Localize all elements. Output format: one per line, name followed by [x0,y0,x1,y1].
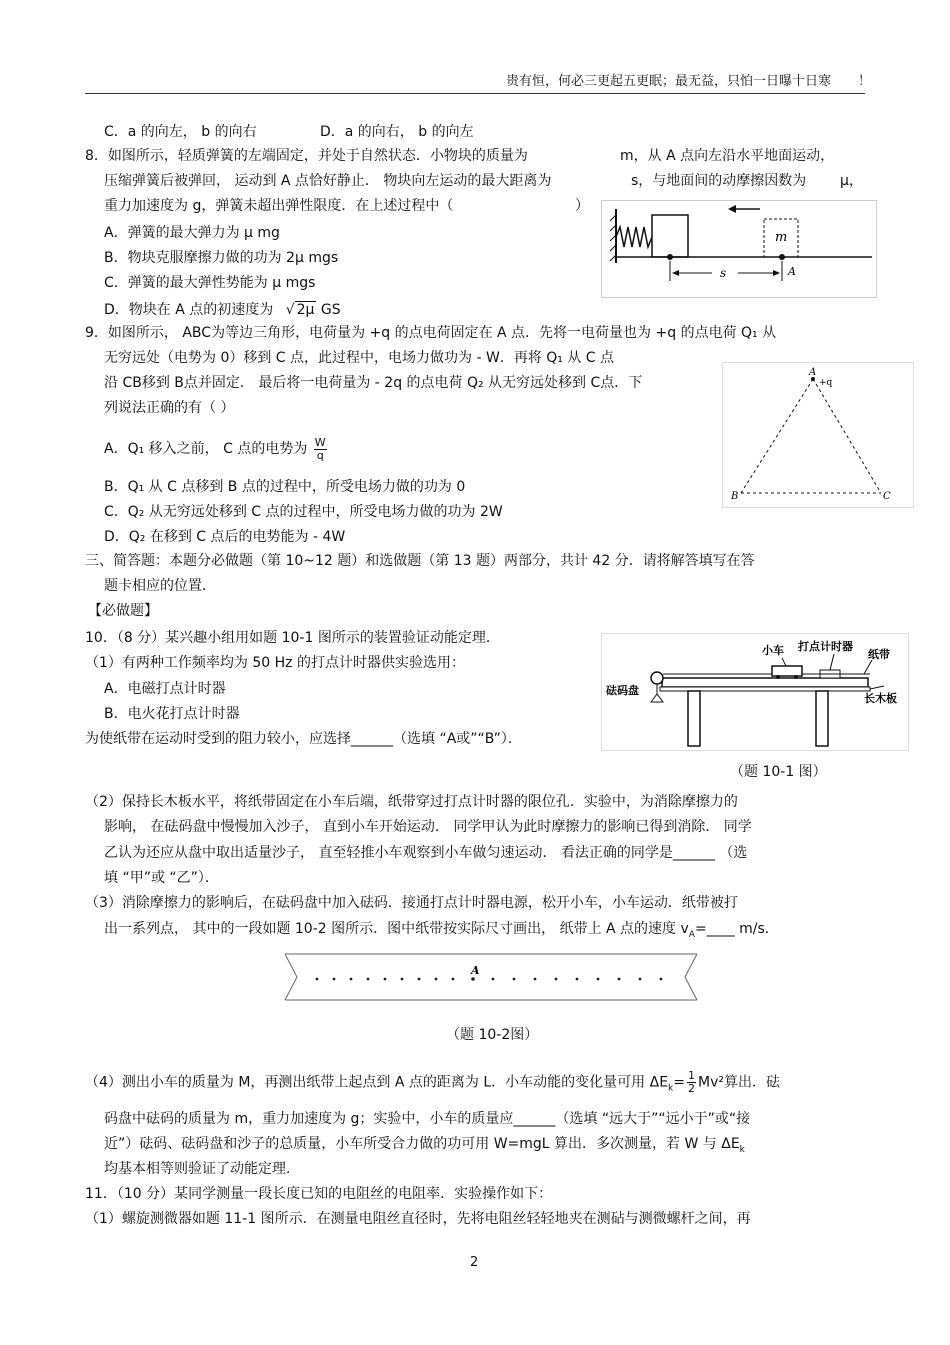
q10-option-a: A．电磁打点计时器 [104,681,226,697]
fig8-point-a-label: A [788,265,796,278]
fig9-triangle [723,363,913,507]
q8-option-a: A．弹簧的最大弹力为 μ mg [104,225,280,241]
q9-option-b: B．Q₁ 从 C 点移到 B 点的过程中，所受电场力做的功为 0 [104,479,466,495]
q8-stem-1b: m，从 A 点向左沿水平地面运动， [620,148,835,164]
q10-part2-2: 影响， 在砝码盘中慢慢加入沙子， 直到小车开始运动． 同学甲认为此时摩擦力的影响已得到消除． 同学 [104,819,752,835]
q8-option-d-end: GS [320,302,341,318]
fig10-1-board-label: 长木板 [864,692,897,705]
q10-part4-2: 码盘中砝码的质量为 m，重力加速度为 g；实验中，小车的质量应______（选填 “远大于”“远小于”或“接 [104,1111,751,1127]
fig8-diagram [602,201,876,297]
fig8-distance-label: s [720,266,727,280]
fig10-1-timer-label: 打点计时器 [798,640,853,653]
fig10-2-tape-diagram [283,946,699,1008]
q7-option-d: D．a 的向右， b 的向左 [320,124,474,140]
fig10-2-a-label: A [471,964,480,977]
page-number: 2 [470,1255,479,1270]
q9-fraction-num: W [314,435,326,449]
fig8-mass-label: m [775,230,788,245]
q9-stem-3: 沿 CB移到 B点并固定． 最后将一电荷量为 - 2q 的点电荷 Q₂ 从无穷远处移到 C点．下 [104,375,643,391]
q9-fraction-den: q [316,448,324,462]
q10-part1-question: 为使纸带在运动时受到的阻力较小，应选择______（选填 “A或”“B”）． [85,731,522,747]
q8-stem-1: 8．如图所示，轻质弹簧的左端固定，并处于自然状态．小物块的质量为 [85,148,528,164]
q8-option-d [104,300,341,320]
q10-part3-2-text: 出一系列点， 其中的一段如题 10-2 图所示．图中纸带按实际尺寸画出， 纸带上 A 点的速度 v [104,921,689,937]
fig9-a-label: A [809,367,817,378]
q10-part4-1 [85,1070,780,1100]
fig10-1-car-label: 小车 [762,644,784,657]
q9-stem-1: 9．如图所示， ABC为等边三角形，电荷量为 +q 的点电荷固定在 A 点．先将一电荷量也为 +q 的点电荷 Q₁ 从 [85,325,777,341]
q10-part4-3-text: 近”）砝码、砝码盘和沙子的总质量，小车所受合力做的功可用 W=mgL 算出．多次测量，若 W 与 ΔE [104,1136,740,1152]
fig10-1-frame [601,633,909,751]
q7-option-c: C．a 的向左， b 的向右 [104,124,257,140]
q8-stem-2: 压缩弹簧后被弹回， 运动到 A 点恰好静止． 物块向左运动的最大距离为 [104,173,552,189]
q10-part4-1-text: （4）测出小车的质量为 M，再测出纸带上起点到 A 点的距离为 L．小车动能的变化量可用 ΔE [85,1074,669,1091]
q11-part1: （1）螺旋测微器如题 11-1 图所示．在测量电阻丝直径时，先将电阻丝轻轻地夹在测砧与测微螺杆之间，再 [85,1211,751,1227]
velocity-subscript: A [688,929,695,940]
q10-part4-1-eq: = [673,1074,685,1091]
ek-subscript-2: k [739,1144,745,1155]
fig10-1-pan-label: 砝码盘 [606,684,639,697]
header-mark: ！ [858,74,872,89]
fig8-frame [601,200,877,298]
section3-heading-cont: 题卡相应的位置． [104,578,216,594]
sqrt-sign: √ [285,302,295,318]
q10-part3-1: （3）消除摩擦力的影响后，在砝码盘中加入砝码．接通打点计时器电源，松开小车，小车运动．纸带被打 [85,895,738,911]
q9-option-a [104,436,329,462]
fig10-1-apparatus [602,634,908,750]
fig9-c-label: C [883,491,891,502]
fig10-1-caption: （题 10-1 图） [730,764,827,780]
q10-option-b: B．电火花打点计时器 [104,706,240,722]
q9-option-c: C．Q₂ 从无穷远处移到 C 点的过程中，所受电场力做的功为 2W [104,504,503,520]
q9-option-d: D．Q₂ 在移到 C 点后的电势能为 - 4W [104,529,346,545]
half-fraction [687,1070,696,1095]
header-motto: 贵有恒，何必三更起五更眠；最无益，只怕一日曝十日寒 [506,74,832,89]
q9-option-a-text: A．Q₁ 移入之前， C 点的电势为 [104,441,308,457]
q11-stem: 11．（10 分）某同学测量一段长度已知的电阻丝的电阻率．实验操作如下： [85,1186,553,1202]
q10-part1: （1）有两种工作频率均为 50 Hz 的打点计时器供实验选用： [85,655,465,671]
q9-stem-4: 列说法正确的有（ ） [104,400,235,416]
q10-part3-2-end: =____ m/s． [694,921,779,937]
q10-part2-1: （2）保持长木板水平，将纸带固定在小车后端，纸带穿过打点计时器的限位孔．实验中，为消除摩擦力的 [85,794,738,810]
q10-stem: 10．（8 分）某兴趣小组用如题 10-1 图所示的装置验证动能定理． [85,630,500,646]
q10-part2-3: 乙认为还应从盘中取出适量沙子， 直至轻推小车观察到小车做匀速运动． 看法正确的同学是______ （选 [104,845,748,861]
q10-part4-3 [104,1134,745,1160]
fig9-frame [722,362,914,508]
q8-stem-2c: μ， [840,173,863,189]
q10-part4-4: 均基本相等则验证了动能定理． [104,1161,300,1177]
q9-stem-2: 无穷远处（电势为 0）移到 C 点，此过程中，电场力做功为 - W．再将 Q₁ 从 C 点 [104,350,615,366]
required-label: 【必做题】 [88,603,158,619]
q8-stem-2b: s，与地面间的动摩擦因数为 [631,173,807,189]
q10-part4-1-end: Mv²算出．砝 [698,1074,780,1091]
fig9-charge-label: +q [819,378,833,388]
q8-option-d-sqrt: 2μ [296,302,315,318]
ek-subscript: k [668,1083,674,1094]
q8-option-d-text: D．物块在 A 点的初速度为 [104,302,274,318]
fig10-2-caption: （题 10-2图） [446,1027,539,1043]
fig9-b-label: B [731,491,739,502]
q8-stem-3b: ） [575,198,589,214]
section3-heading: 三、简答题：本题分必做题（第 10~12 题）和选做题（第 13 题）两部分，共计 42 分．请将解答填写在答 [85,553,755,569]
q9-option-a-fraction [314,437,327,462]
q10-part3-2 [104,919,779,945]
q10-part2-4: 填 “甲”或 “乙”）． [104,870,219,886]
q8-option-b: B．物块克服摩擦力做的功为 2μ mgs [104,250,339,266]
half-num: 1 [688,1069,695,1082]
q8-stem-3: 重力加速度为 g，弹簧未超出弹性限度．在上述过程中（ [104,198,454,214]
fig10-1-tape-label: 纸带 [868,648,890,661]
q8-option-c: C．弹簧的最大弹性势能为 μ mgs [104,275,316,291]
fig10-2-tape [283,946,699,1008]
header-rule [85,93,865,94]
half-den: 2 [688,1082,695,1095]
